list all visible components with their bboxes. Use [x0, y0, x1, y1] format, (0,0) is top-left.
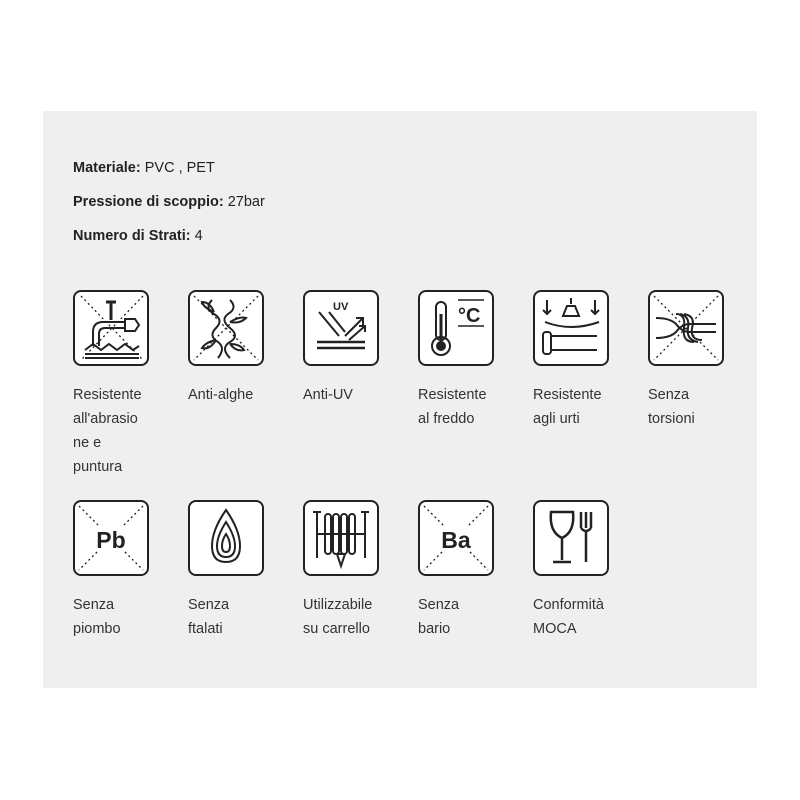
- feature-no-twist: [648, 290, 758, 431]
- spec-material: [73, 160, 215, 176]
- spec-burst-pressure: [73, 194, 265, 210]
- feature-lead-free-label: Senza piombo: [73, 597, 121, 637]
- feature-cold: [418, 290, 528, 431]
- uv-badge: UV: [333, 301, 349, 313]
- feature-phthalate-free-label: Senza ftalati: [188, 597, 230, 637]
- food-contact-icon: [533, 500, 609, 576]
- feature-anti-uv: [303, 290, 413, 407]
- phthalate-free-icon: [188, 500, 264, 576]
- spec-burst-pressure-key: Pressione di scoppio:: [73, 194, 224, 210]
- feature-abrasion: [73, 290, 183, 479]
- feature-phthalate-free: [188, 500, 298, 641]
- feature-anti-algae: [188, 290, 298, 407]
- impact-resistant-icon: [533, 290, 609, 366]
- no-twist-icon: [648, 290, 724, 366]
- feature-abrasion-label: Resistente all'abrasio ne e puntura: [73, 387, 142, 475]
- cold-resistant-icon: [418, 290, 494, 366]
- feature-impact: [533, 290, 643, 431]
- feature-lead-free: [73, 500, 183, 641]
- feature-food-contact: [533, 500, 643, 641]
- product-specs-panel: [43, 111, 757, 688]
- spec-material-key: Materiale:: [73, 160, 141, 176]
- feature-anti-uv-label: Anti-UV: [303, 387, 353, 403]
- spec-layers-key: Numero di Strati:: [73, 228, 191, 244]
- spec-layers-value: 4: [194, 228, 203, 244]
- feature-barium-free: [418, 500, 528, 641]
- barium-free-icon: [418, 500, 494, 576]
- lead-badge: Pb: [96, 527, 126, 553]
- celsius-badge: °C: [458, 305, 481, 327]
- feature-hose-reel: [303, 500, 413, 641]
- spec-layers: [73, 228, 203, 244]
- feature-cold-label: Resistente al freddo: [418, 387, 487, 427]
- spec-burst-pressure-value: 27bar: [227, 194, 265, 210]
- feature-hose-reel-label: Utilizzabile su carrello: [303, 597, 373, 637]
- abrasion-puncture-icon: [73, 290, 149, 366]
- hose-reel-cart-icon: [303, 500, 379, 576]
- feature-food-contact-label: Conformità MOCA: [533, 597, 604, 637]
- anti-algae-icon: [188, 290, 264, 366]
- spec-material-value: PVC , PET: [144, 160, 215, 176]
- feature-impact-label: Resistente agli urti: [533, 387, 602, 427]
- feature-no-twist-label: Senza torsioni: [648, 387, 695, 427]
- feature-barium-free-label: Senza bario: [418, 597, 460, 637]
- lead-free-icon: [73, 500, 149, 576]
- feature-anti-algae-label: Anti-alghe: [188, 387, 254, 403]
- barium-badge: Ba: [441, 527, 471, 553]
- anti-uv-icon: [303, 290, 379, 366]
